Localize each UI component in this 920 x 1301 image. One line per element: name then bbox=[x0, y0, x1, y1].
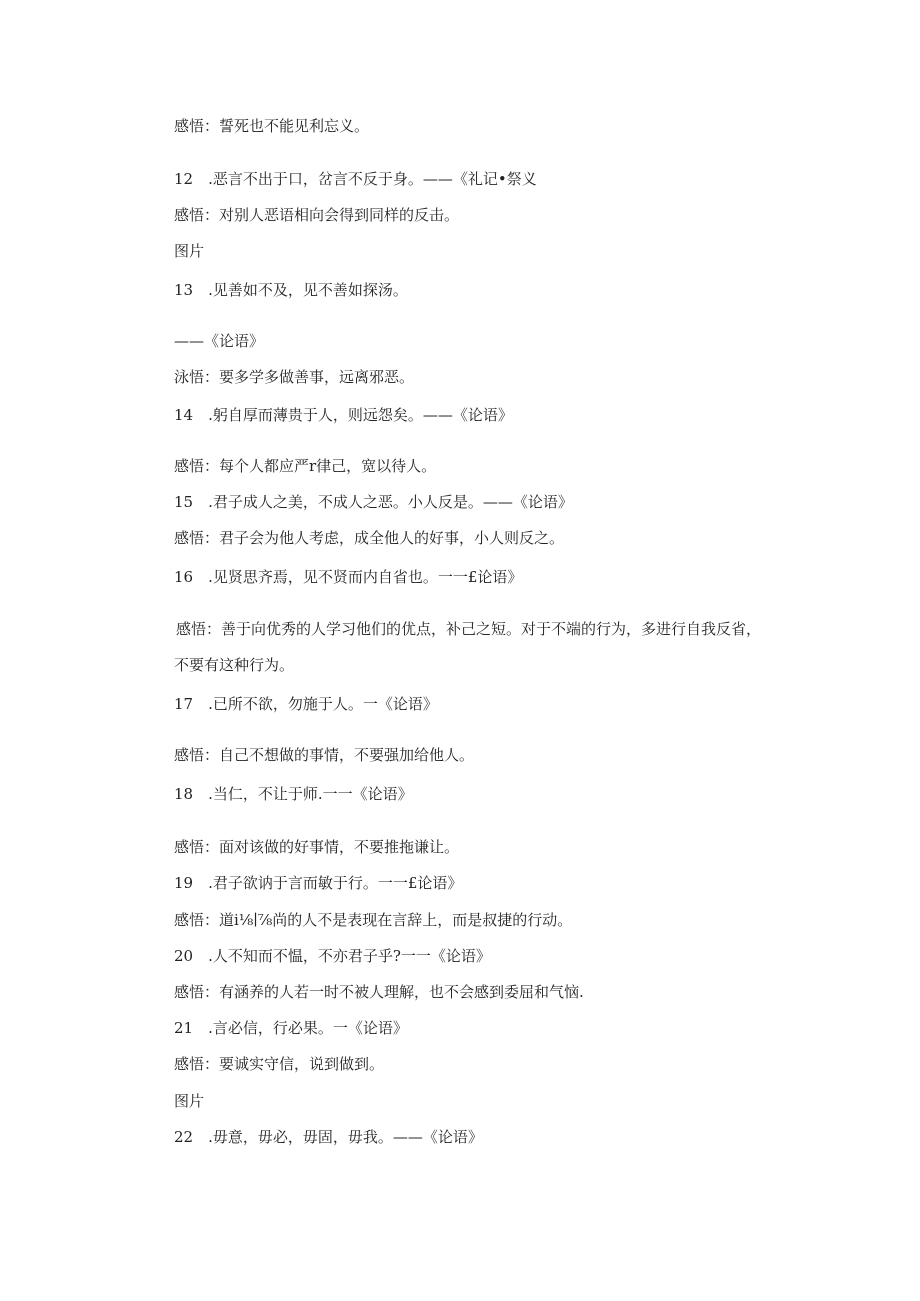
text-line: 20 .人不知而不愠，不亦君子乎?一一《论语》 bbox=[174, 947, 491, 965]
text-paragraph: 感悟：善于向优秀的人学习他们的优点，补己之短。对于不端的行为，多进行自我反省，不要有这种行为。 bbox=[174, 620, 762, 674]
text-line: 21 .言必信，行必果。一《论语》 bbox=[174, 1019, 408, 1037]
text-line: 感悟：自己不想做的事情，不要强加给他人。 bbox=[174, 746, 475, 764]
text-line: ——《论语》 bbox=[174, 332, 265, 350]
text-line: 感悟：道i⅛∣⅞尚的人不是表现在言辞上，而是叔捷的行动。 bbox=[174, 911, 573, 929]
text-line: 17 .已所不欲，勿施于人。一《论语》 bbox=[174, 695, 438, 713]
text-line: 泳悟：要多学多做善事，远离邪恶。 bbox=[174, 368, 415, 386]
text-line: 感悟：面对该做的好事情，不要推拖谦让。 bbox=[174, 838, 460, 856]
text-line: 14 .躬自厚而薄贵于人，则远怨矣。——《论语》 bbox=[174, 406, 513, 424]
text-line: 13 .见善如不及，见不善如探汤。 bbox=[174, 281, 408, 299]
text-line: 感悟：君子会为他人考虑，成全他人的好事，小人则反之。 bbox=[174, 529, 565, 547]
text-line: 感悟：对别人恶语相向会得到同样的反击。 bbox=[174, 206, 460, 224]
text-line: 16 .见贤思齐焉，见不贤而内自省也。一一£论语》 bbox=[174, 568, 523, 586]
text-line: 图片 bbox=[174, 242, 205, 260]
text-line: 22 .毋意，毋必，毋固，毋我。——《论语》 bbox=[174, 1128, 483, 1146]
text-line: 19 .君子欲讷于言而敏于行。一一£论语》 bbox=[174, 874, 463, 892]
text-line: 感悟：誓死也不能见利忘义。 bbox=[174, 117, 370, 135]
text-line: 15 .君子成人之美，不成人之恶。小人反是。——《论语》 bbox=[174, 493, 573, 511]
text-line: 图片 bbox=[174, 1092, 205, 1110]
text-line: 感悟：有涵养的人若一时不被人理解，也不会感到委屈和气恼. bbox=[174, 983, 584, 1001]
text-line: 感悟：要诚实守信，说到做到。 bbox=[174, 1055, 385, 1073]
text-line: 感悟：每个人都应严r律己，宽以待人。 bbox=[174, 457, 437, 475]
text-line: 12 .恶言不出于口，岔言不反于身。——《礼记•祭义 bbox=[174, 170, 537, 188]
text-line: 18 .当仁，不让于师.一一《论语》 bbox=[174, 785, 413, 803]
